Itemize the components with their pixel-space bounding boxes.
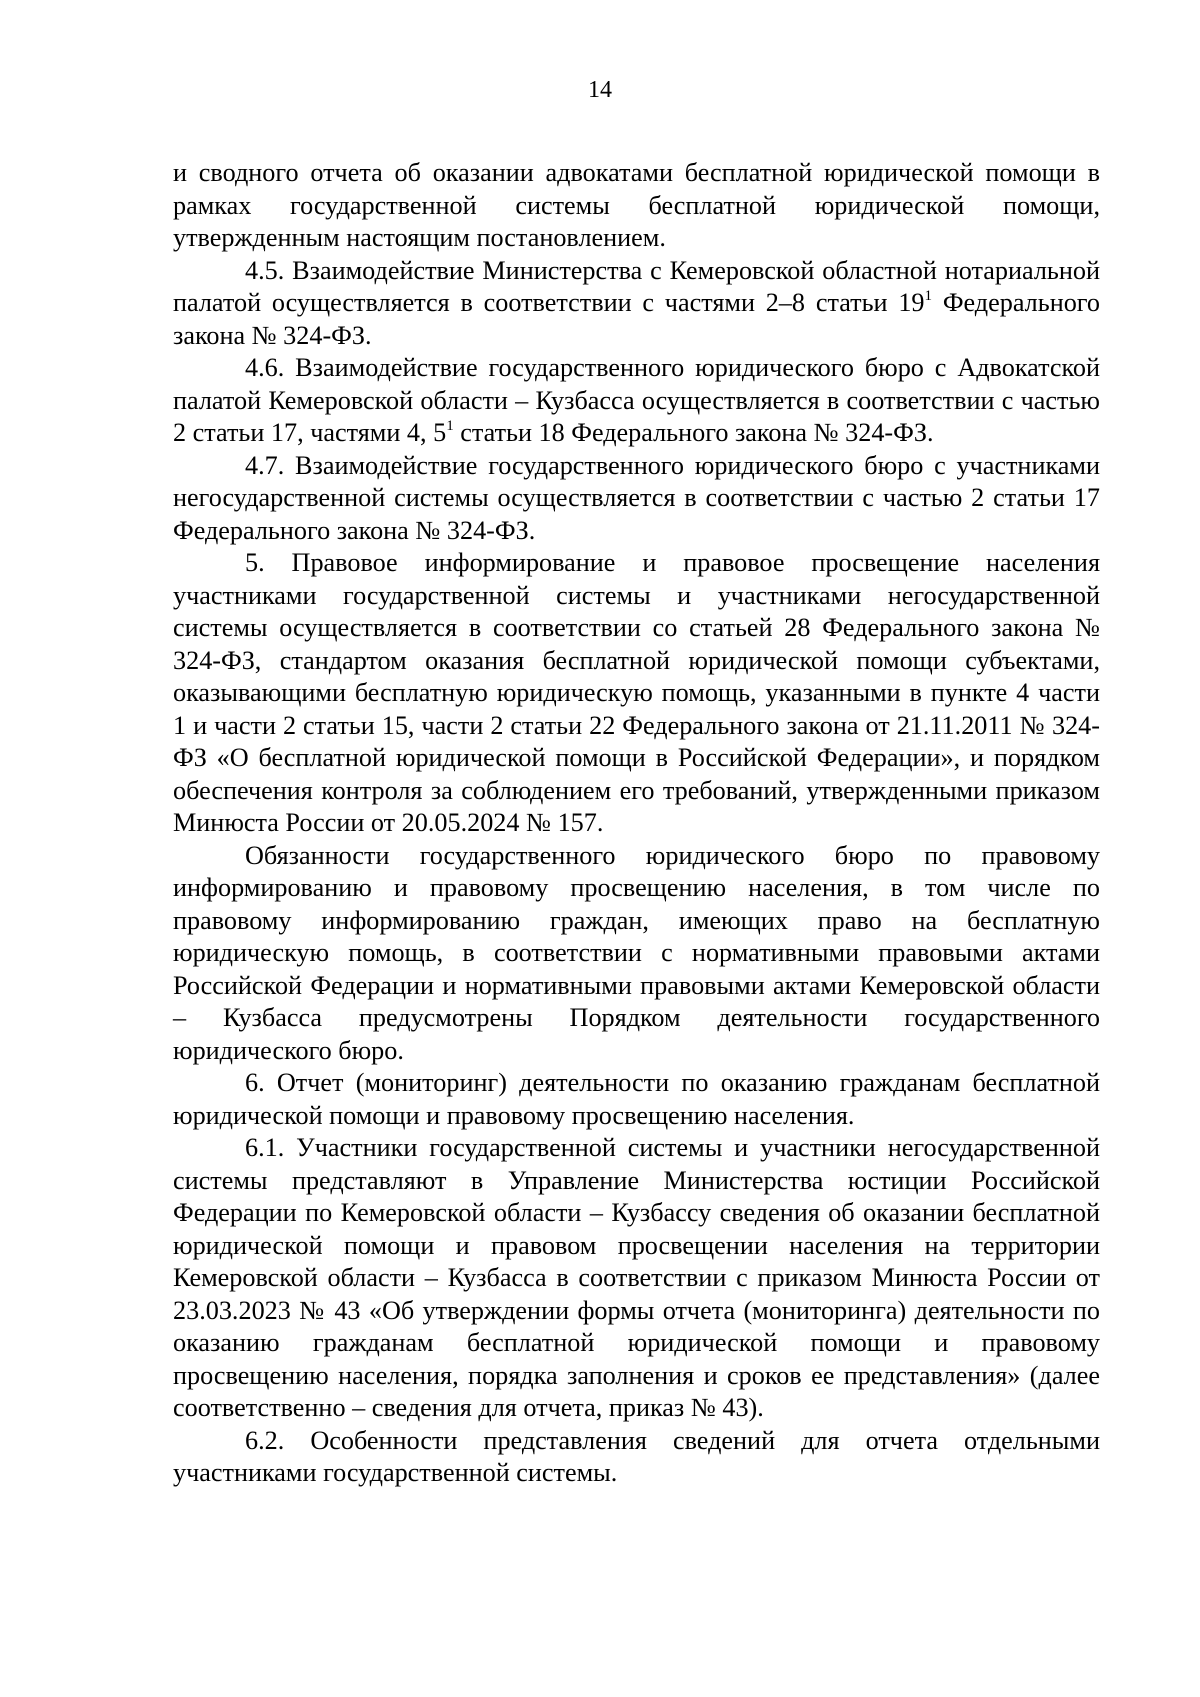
paragraph-continuation: и сводного отчета об оказании адвокатами бесплатной юридической помощи в рамках государственной системы бесплатной юридической помощи, утвержденным настоящим постановлением. bbox=[173, 158, 1100, 252]
document-body bbox=[173, 157, 1100, 1490]
paragraph-4-5-text-end: Федерального закона № 324-ФЗ. bbox=[173, 288, 1100, 350]
paragraph-4-6-text: 4.6. Взаимодействие государственного юридического бюро с Адвокатской палатой Кемеровской области – Кузбасса осуществляется в соответствии с частью 2 статьи 17, частями 4, 5 bbox=[173, 353, 1100, 447]
paragraph-4-6 bbox=[173, 352, 1100, 450]
paragraph-5-duties: Обязанности государственного юридического бюро по правовому информированию и правовому просвещению населения, в том числе по правовому информированию граждан, имеющих право на бесплатную юридическую помощь, в соответствии с нормативными правовыми актами Российской Федерации и нормативными правовыми актами Кемеровской области – Кузбасса предусмотрены Порядком деятельности государственного юридического бюро. bbox=[173, 840, 1100, 1065]
paragraph-6: 6. Отчет (мониторинг) деятельности по оказанию гражданам бесплатной юридической помощи и правовому просвещению населения. bbox=[173, 1068, 1100, 1130]
page-number: 14 bbox=[588, 77, 612, 103]
paragraph-6-2: 6.2. Особенности представления сведений для отчета отдельными участниками государственной системы. bbox=[173, 1425, 1100, 1487]
superscript-1: 1 bbox=[924, 288, 933, 304]
paragraph-4-5-text: 4.5. Взаимодействие Министерства с Кемеровской областной нотариальной палатой осуществляется в соответствии с частями 2–8 статьи 19 bbox=[173, 255, 1100, 317]
paragraph-6-1: 6.1. Участники государственной системы и участники негосударственной системы представляют в Управление Министерства юстиции Российской Федерации по Кемеровской области – Кузбассу сведения об оказании бесплатной юридической помощи и правовом просвещении населения на территории Кемеровской области – Кузбасса в соответствии с приказом Минюста России от 23.03.2023 № 43 «Об утверждении формы отчета (мониторинга) деятельности по оказанию гражданам бесплатной юридической помощи и правовому просвещению населения, порядка заполнения и сроков ее представления» (далее соответственно – сведения для отчета, приказ № 43). bbox=[173, 1133, 1100, 1422]
paragraph-4-5 bbox=[173, 255, 1100, 353]
paragraph-4-7: 4.7. Взаимодействие государственного юридического бюро с участниками негосударственной системы осуществляется в соответствии с частью 2 статьи 17 Федерального закона № 324-ФЗ. bbox=[173, 450, 1100, 545]
paragraph-5: 5. Правовое информирование и правовое просвещение населения участниками государственной системы и участниками негосударственной системы осуществляется в соответствии со статьей 28 Федерального закона № 324-ФЗ, стандартом оказания бесплатной юридической помощи субъектами, оказывающими бесплатную юридическую помощь, указанными в пункте 4 части 1 и части 2 статьи 15, части 2 статьи 22 Федерального закона от 21.11.2011 № 324-ФЗ «О бесплатной юридической помощи в Российской Федерации», и порядком обеспечения контроля за соблюдением его требований, утвержденными приказом Минюста России от 20.05.2024 № 157. bbox=[173, 548, 1100, 837]
paragraph-4-6-text-end: статьи 18 Федерального закона № 324-ФЗ. bbox=[453, 418, 934, 447]
superscript-1: 1 bbox=[446, 418, 454, 434]
